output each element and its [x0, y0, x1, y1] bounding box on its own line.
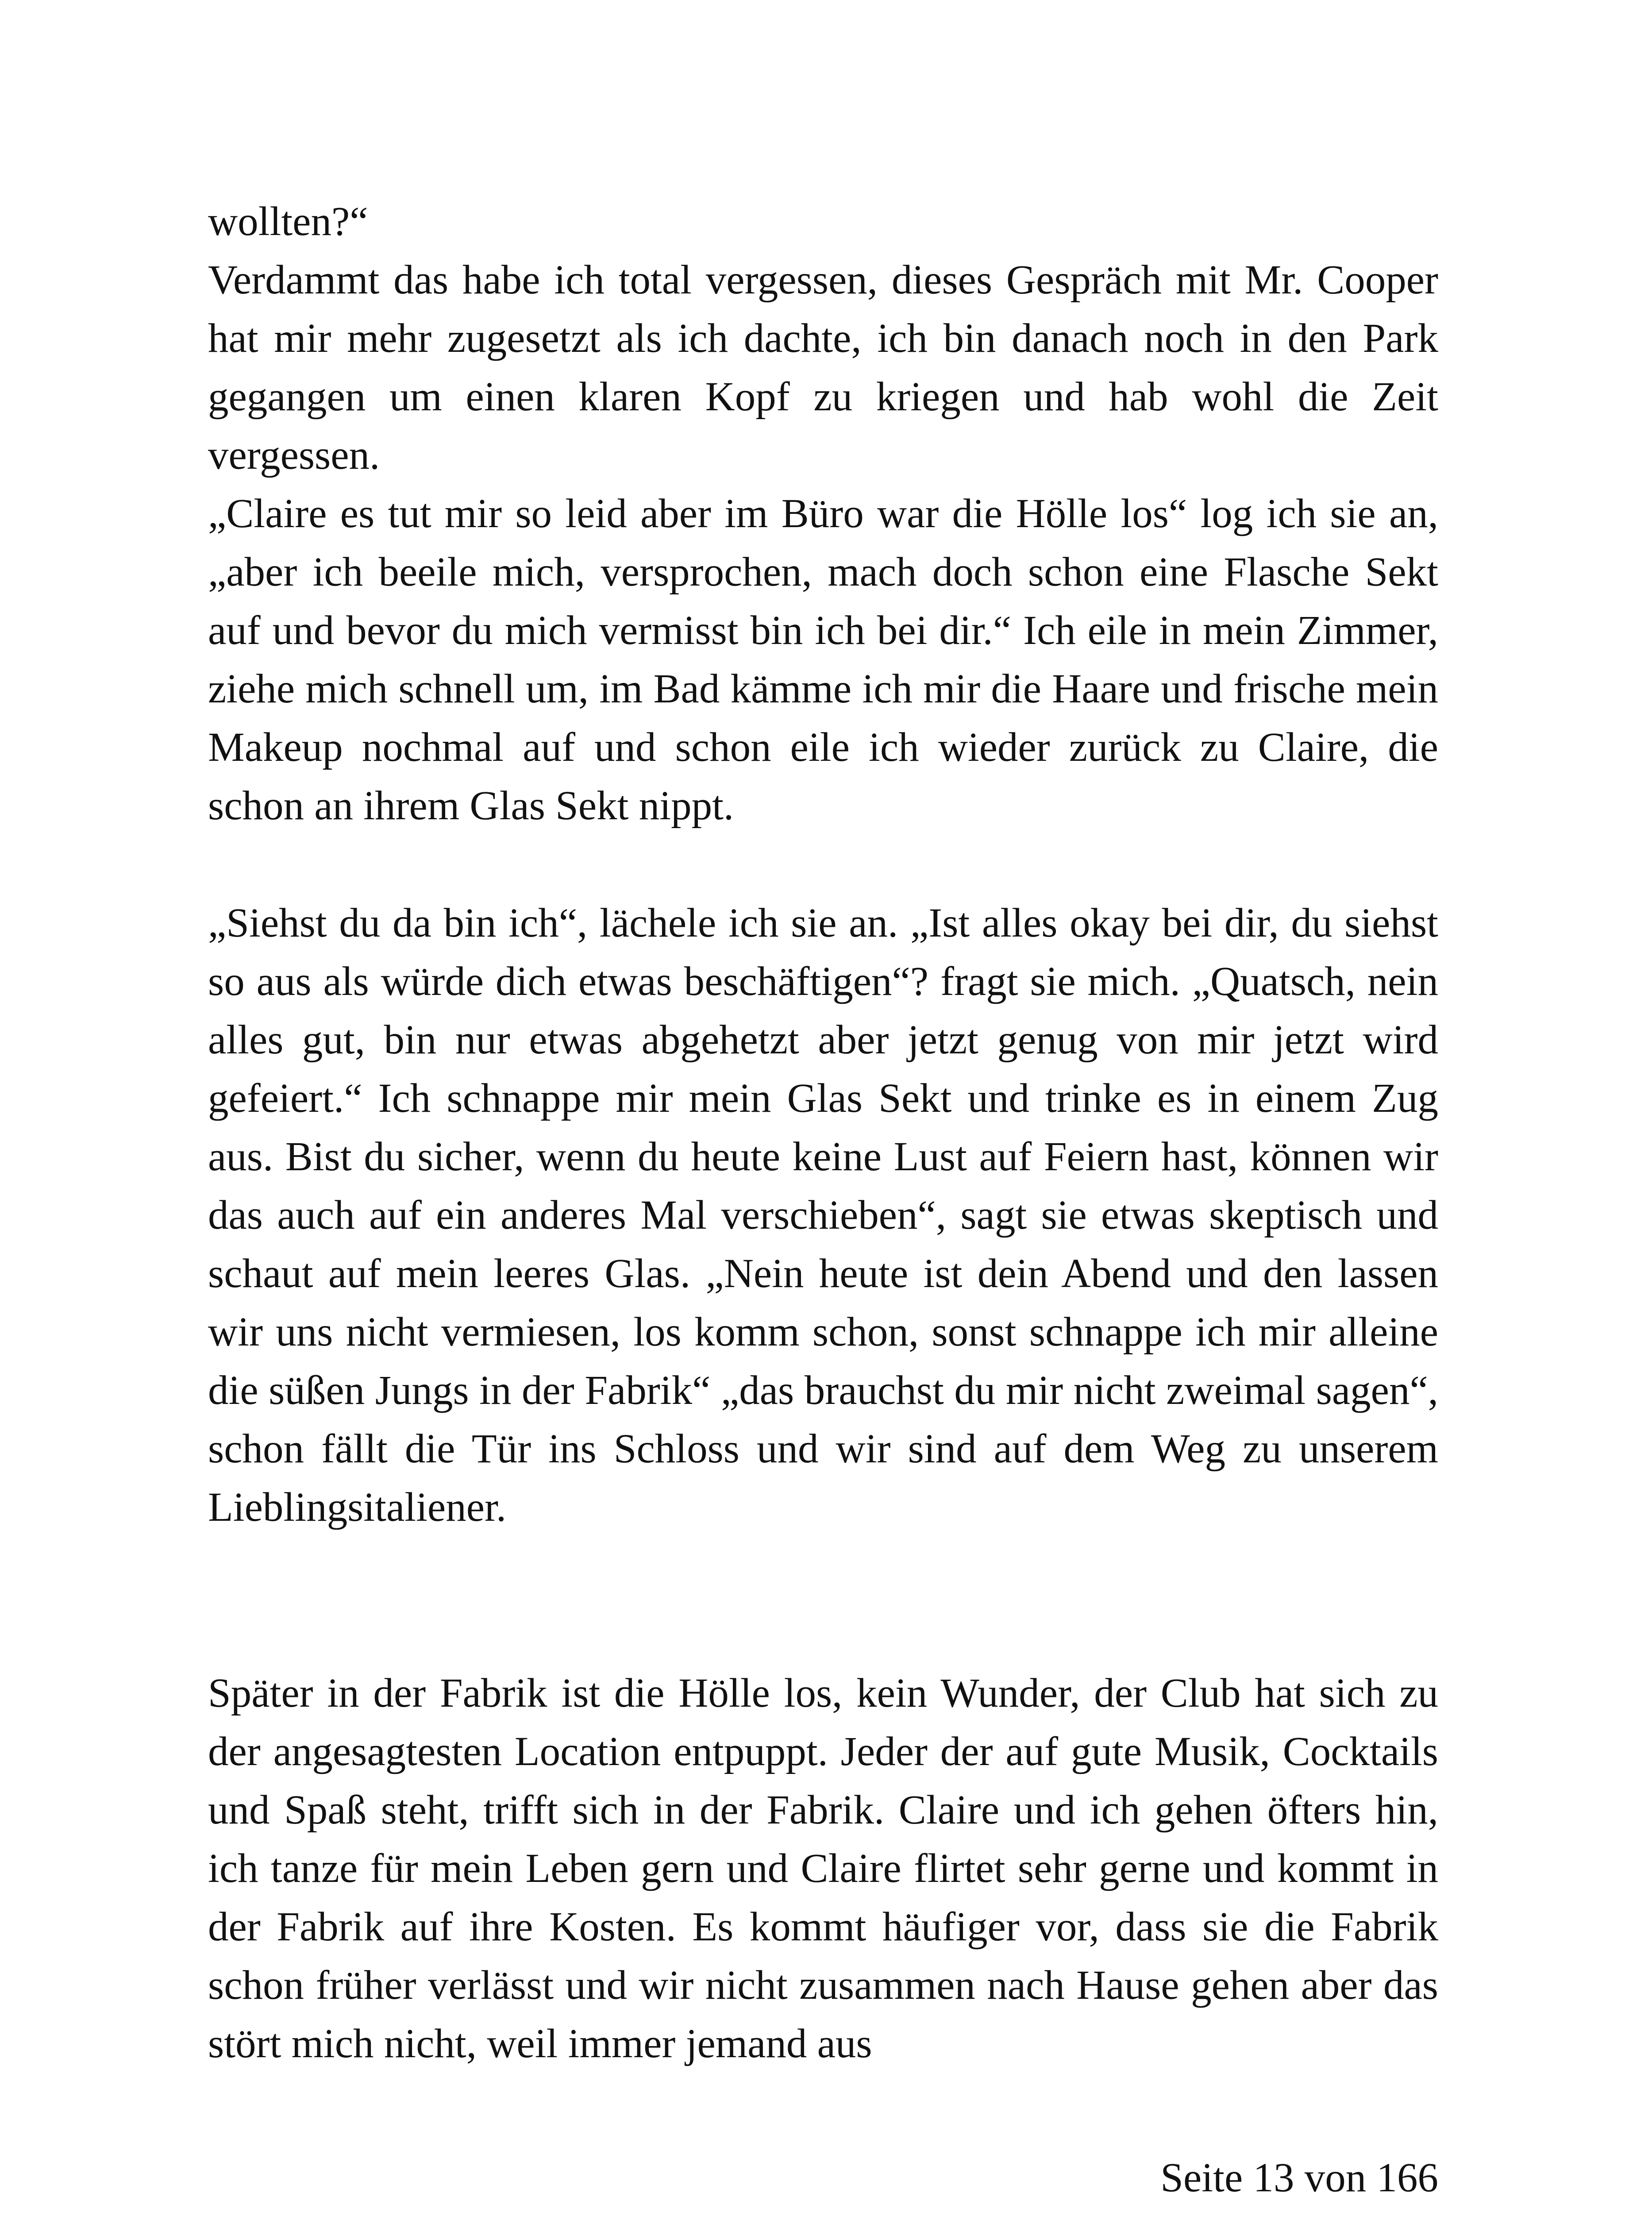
page-number: Seite 13 von 166 — [1160, 2155, 1438, 2201]
paragraph-1: wollten?“ — [208, 199, 368, 244]
text-block-middle — [208, 894, 1438, 1537]
text-block-end — [208, 1664, 1438, 2073]
paragraph-5: Später in der Fabrik ist die Hölle los, kein Wunder, der Club hat sich zu der angesagtesten Location entpuppt. Jeder der auf gute Musik, Cocktails und Spaß steht, trifft sich in der Fabrik. Claire und ich gehen öfters hin, ich tanze für mein Leben gern und Claire flirtet sehr gerne und kommt in der Fabrik auf ihre Kosten. Es kommt häufiger vor, dass sie die Fabrik schon früher verlässt und wir nicht zusammen nach Hause gehen aber das stört mich nicht, weil immer jemand aus — [208, 1670, 1438, 2066]
text-block-opening — [208, 193, 1438, 835]
paragraph-2: Verdammt das habe ich total vergessen, dieses Gespräch mit Mr. Cooper hat mir mehr zugesetzt als ich dachte, ich bin danach noch in den Park gegangen um einen klaren Kopf zu kriegen und hab wohl die Zeit vergessen. — [208, 257, 1438, 478]
paragraph-3: „Claire es tut mir so leid aber im Büro war die Hölle los“ log ich sie an, „aber ich beeile mich, versprochen, mach doch schon eine Flasche Sekt auf und bevor du mich vermisst bin ich bei dir.“ Ich eile in mein Zimmer, ziehe mich schnell um, im Bad kämme ich mir die Haare und frische mein Makeup nochmal auf und schon eile ich wieder zurück zu Claire, die schon an ihrem Glas Sekt nippt. — [208, 491, 1438, 829]
paragraph-4: „Siehst du da bin ich“, lächele ich sie an. „Ist alles okay bei dir, du siehst so aus als würde dich etwas beschäftigen“? fragt sie mich. „Quatsch, nein alles gut, bin nur etwas abgehetzt aber jetzt genug von mir jetzt wird gefeiert.“ Ich schnappe mir mein Glas Sekt und trinke es in einem Zug aus. Bist du sicher, wenn du heute keine Lust auf Feiern hast, können wir das auch auf ein anderes Mal verschieben“, sagt sie etwas skeptisch und schaut auf mein leeres Glas. „Nein heute ist dein Abend und den lassen wir uns nicht vermiesen, los komm schon, sonst schnappe ich mir alleine die süßen Jungs in der Fabrik“ „das brauchst du mir nicht zweimal sagen“, schon fällt die Tür ins Schloss und wir sind auf dem Weg zu unserem Lieblingsitaliener. — [208, 900, 1438, 1530]
